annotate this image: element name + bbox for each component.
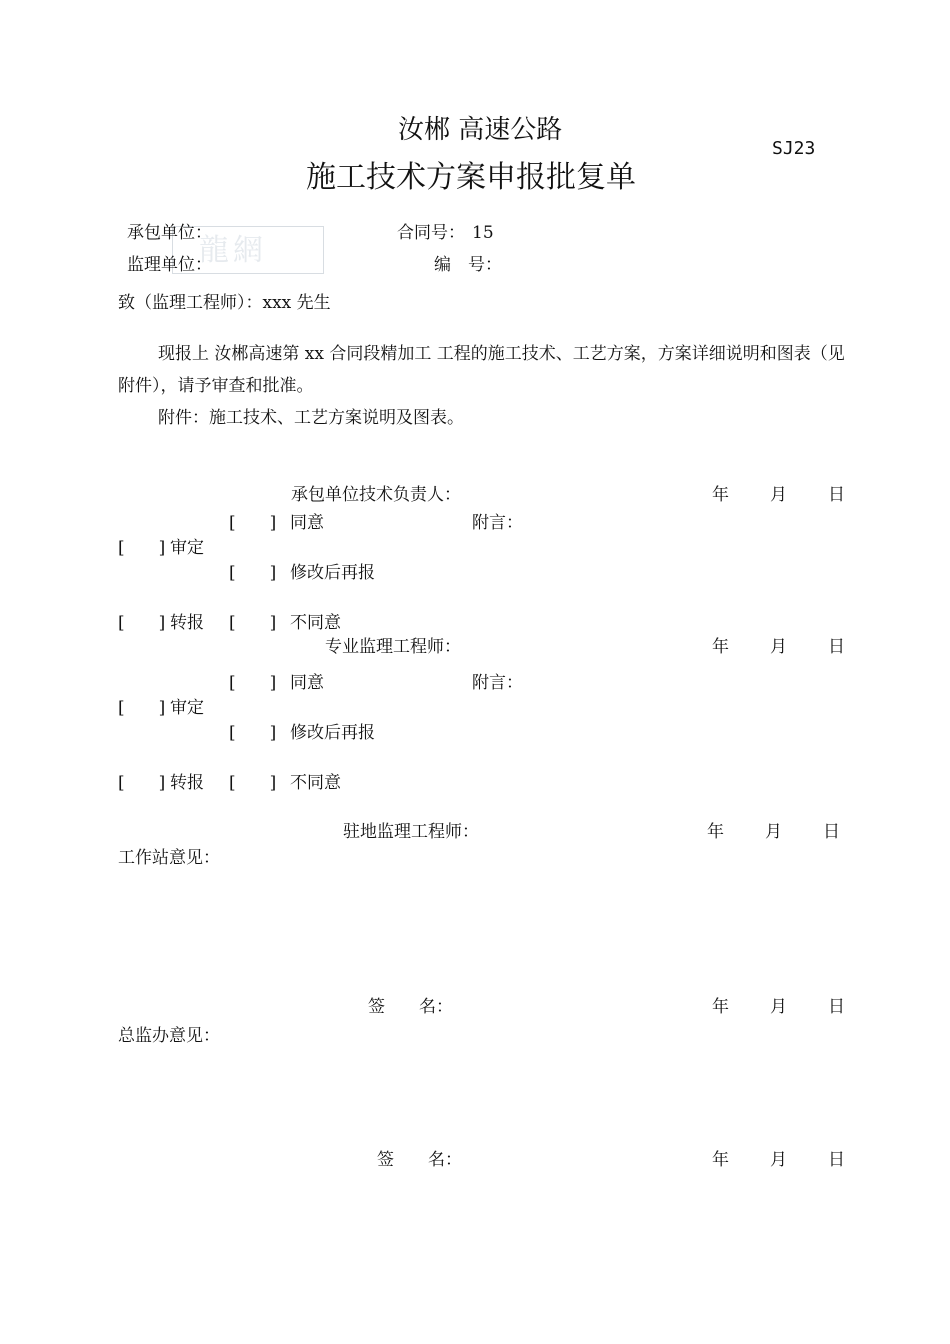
checkbox-disagree[interactable]: [ ] [229,613,277,633]
watermark-stamp: 龍網 [172,226,324,274]
contractor-tech-lead-label: 承包单位技术负责人： [291,485,461,505]
date-year: 年 [707,822,724,842]
date-month: 月 [770,485,787,505]
date-year: 年 [712,637,729,657]
form-title: 施工技术方案申报批复单 [306,160,636,195]
disagree-label: 不同意 [290,613,341,633]
contract-no-label: 合同号： [397,223,465,243]
date-month: 月 [770,1150,787,1170]
highway-title: 汝郴 高速公路 [398,115,563,145]
contractor-label: 承包单位： [127,223,212,243]
revise-label: 修改后再报 [290,563,375,583]
addressee: 致（监理工程师）：xxx 先生 [118,293,331,313]
form-code: SJ23 [772,138,816,159]
forward-label: 转报 [170,773,204,793]
date-year: 年 [712,1150,729,1170]
chief-office-opinion-label: 总监办意见： [118,1026,220,1046]
approve-label: 审定 [170,538,204,558]
date-month: 月 [770,637,787,657]
date-day: 日 [823,822,840,842]
forward-label: 转报 [170,613,204,633]
date-year: 年 [712,485,729,505]
approve-label: 审定 [170,698,204,718]
date-day: 日 [828,997,845,1017]
checkbox-agree[interactable]: [ ] [229,513,277,533]
agree-label: 同意 [290,673,324,693]
station-signature-label: 签 名： [368,997,453,1017]
checkbox-forward[interactable]: [ ] [118,613,166,633]
report-paragraph: 现报上 汝郴高速第 xx 合同段精加工 工程的施工技术、工艺方案，方案详细说明和图表（见附件），请予审查和批准。 [118,344,845,396]
contract-no-value: 15 [472,223,494,243]
station-opinion-label: 工作站意见： [118,848,220,868]
attachment-note: 附件：施工技术、工艺方案说明及图表。 [158,408,464,428]
checkbox-approve[interactable]: [ ] [118,698,166,718]
checkbox-agree[interactable]: [ ] [229,673,277,693]
remark-label: 附言： [472,673,523,693]
date-day: 日 [828,485,845,505]
checkbox-revise[interactable]: [ ] [229,723,277,743]
date-month: 月 [765,822,782,842]
checkbox-forward[interactable]: [ ] [118,773,166,793]
revise-label: 修改后再报 [290,723,375,743]
remark-label: 附言： [472,513,523,533]
date-day: 日 [828,637,845,657]
checkbox-disagree[interactable]: [ ] [229,773,277,793]
disagree-label: 不同意 [290,773,341,793]
date-day: 日 [828,1150,845,1170]
date-year: 年 [712,997,729,1017]
agree-label: 同意 [290,513,324,533]
specialist-engineer-label: 专业监理工程师： [325,637,461,657]
checkbox-approve[interactable]: [ ] [118,538,166,558]
supervisor-label: 监理单位： [127,255,212,275]
resident-engineer-label: 驻地监理工程师： [343,822,479,842]
serial-label: 编 号： [434,255,502,275]
chief-signature-label: 签 名： [377,1150,462,1170]
date-month: 月 [770,997,787,1017]
checkbox-revise[interactable]: [ ] [229,563,277,583]
